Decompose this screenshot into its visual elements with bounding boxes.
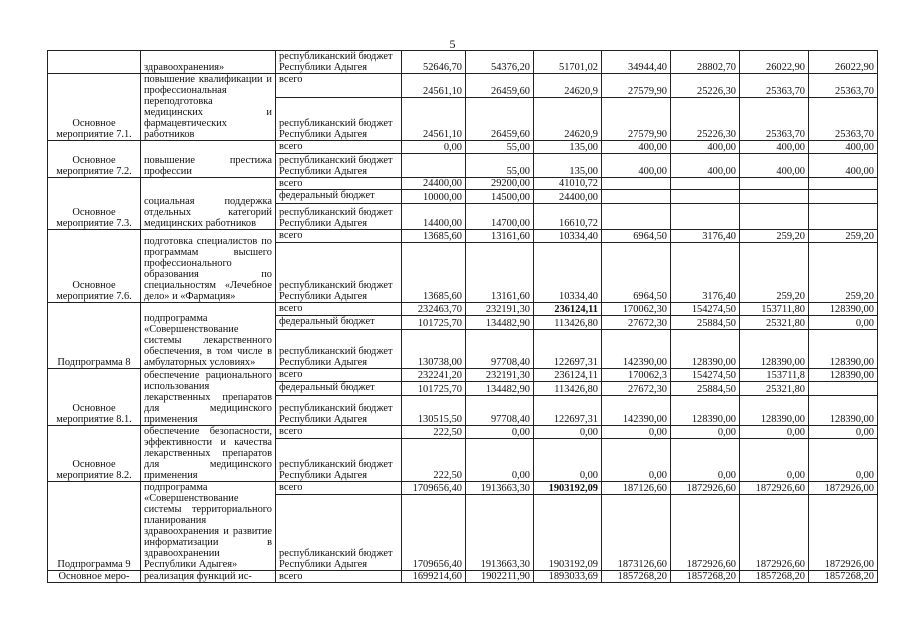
amount-cell: 400,00: [671, 141, 740, 154]
amount-cell: [602, 178, 671, 190]
amount-cell: [671, 190, 740, 204]
amount-cell: 113426,80: [534, 382, 602, 396]
amount-cell: 236124,11: [534, 369, 602, 382]
funding-source: республиканский бюджет Республики Адыгея: [276, 51, 402, 74]
amount-cell: 122697,31: [534, 396, 602, 426]
funding-source: республиканский бюджет Республики Адыгея: [276, 495, 402, 571]
amount-cell: 27579,90: [602, 74, 671, 98]
amount-cell: 400,00: [809, 154, 878, 178]
amount-cell: 27579,90: [602, 97, 671, 140]
amount-cell: 0,00: [534, 439, 602, 482]
amount-cell: 24561,10: [402, 74, 466, 98]
amount-cell: 128390,00: [809, 396, 878, 426]
amount-cell: 24561,10: [402, 97, 466, 140]
amount-cell: 34944,40: [602, 51, 671, 74]
amount-cell: 187126,60: [602, 482, 671, 495]
amount-cell: 27672,30: [602, 316, 671, 330]
amount-cell: 97708,40: [466, 396, 534, 426]
amount-cell: 1872926,60: [671, 482, 740, 495]
amount-cell: 16610,72: [534, 204, 602, 230]
table-row: [48, 141, 878, 154]
amount-cell: 259,20: [740, 243, 809, 303]
amount-cell: 232191,30: [466, 369, 534, 382]
amount-cell: 25363,70: [809, 74, 878, 98]
amount-cell: 0,00: [809, 426, 878, 439]
amount-cell: 400,00: [671, 154, 740, 178]
amount-cell: 1903192,09: [534, 495, 602, 571]
amount-cell: 153711,80: [740, 303, 809, 316]
program-name: Основное мероприятие 7.3.: [48, 178, 141, 230]
amount-cell: 10334,40: [534, 230, 602, 243]
funding-source: всего: [276, 369, 402, 382]
amount-cell: 170062,30: [602, 303, 671, 316]
amount-cell: 0,00: [602, 426, 671, 439]
amount-cell: 13685,60: [402, 230, 466, 243]
amount-cell: 154274,50: [671, 369, 740, 382]
amount-cell: 26022,90: [809, 51, 878, 74]
amount-cell: 0,00: [809, 316, 878, 330]
funding-source: республиканский бюджет Республики Адыгея: [276, 396, 402, 426]
amount-cell: 97708,40: [466, 330, 534, 369]
amount-cell: 13161,60: [466, 230, 534, 243]
amount-cell: 25363,70: [740, 74, 809, 98]
program-description: подпрограмма «Совершенствование системы территориального планирования здравоохранения и развитие информатизации в здравоохранении Республики Адыгея»: [141, 482, 276, 571]
amount-cell: 0,00: [534, 426, 602, 439]
amount-cell: 1903192,09: [534, 482, 602, 495]
amount-cell: [740, 190, 809, 204]
amount-cell: [671, 178, 740, 190]
funding-source: республиканский бюджет Республики Адыгея: [276, 243, 402, 303]
amount-cell: 1873126,60: [602, 495, 671, 571]
table-row: [48, 369, 878, 382]
amount-cell: 134482,90: [466, 316, 534, 330]
amount-cell: 1913663,30: [466, 495, 534, 571]
amount-cell: 24400,00: [534, 190, 602, 204]
amount-cell: 259,20: [740, 230, 809, 243]
amount-cell: 25226,30: [671, 97, 740, 140]
amount-cell: [809, 382, 878, 396]
amount-cell: [740, 178, 809, 190]
amount-cell: [740, 204, 809, 230]
amount-cell: 25884,50: [671, 382, 740, 396]
amount-cell: 0,00: [809, 439, 878, 482]
amount-cell: 14500,00: [466, 190, 534, 204]
program-description: подпрограмма «Совершенствование системы лекарственного обеспечения, в том числе в амбулаторных условиях»: [141, 303, 276, 369]
amount-cell: [602, 190, 671, 204]
amount-cell: 259,20: [809, 230, 878, 243]
table-body: [48, 51, 878, 583]
program-name: Основное мероприятие 8.2.: [48, 426, 141, 482]
amount-cell: 1872926,00: [809, 482, 878, 495]
amount-cell: 1709656,40: [402, 482, 466, 495]
program-name: [48, 51, 141, 74]
funding-source: республиканский бюджет Республики Адыгея: [276, 97, 402, 140]
amount-cell: 222,50: [402, 426, 466, 439]
amount-cell: 0,00: [466, 439, 534, 482]
amount-cell: 134482,90: [466, 382, 534, 396]
amount-cell: 1872926,60: [740, 495, 809, 571]
table-row: [48, 178, 878, 190]
funding-source: федеральный бюджет: [276, 316, 402, 330]
amount-cell: 259,20: [809, 243, 878, 303]
amount-cell: 142390,00: [602, 396, 671, 426]
program-description: реализация функций ис-: [141, 571, 276, 583]
table-row: [48, 51, 878, 74]
amount-cell: [809, 204, 878, 230]
program-name: Основное мероприятие 7.2.: [48, 141, 141, 178]
amount-cell: 101725,70: [402, 316, 466, 330]
amount-cell: 0,00: [740, 439, 809, 482]
program-description: повышение престижа профессии: [141, 141, 276, 178]
program-name: Подпрограмма 8: [48, 303, 141, 369]
amount-cell: 24620,9: [534, 97, 602, 140]
amount-cell: 0,00: [466, 426, 534, 439]
amount-cell: [671, 204, 740, 230]
program-name: Подпрограмма 9: [48, 482, 141, 571]
program-name: Основное меро-: [48, 571, 141, 583]
amount-cell: 170062,3: [602, 369, 671, 382]
amount-cell: 27672,30: [602, 382, 671, 396]
table-row: [48, 482, 878, 495]
funding-source: всего: [276, 178, 402, 190]
amount-cell: [809, 190, 878, 204]
amount-cell: 26459,60: [466, 97, 534, 140]
amount-cell: 0,00: [740, 426, 809, 439]
amount-cell: 24620,9: [534, 74, 602, 98]
amount-cell: 0,00: [671, 439, 740, 482]
amount-cell: 130515,50: [402, 396, 466, 426]
amount-cell: 25363,70: [809, 97, 878, 140]
table-row: [48, 571, 878, 583]
amount-cell: 1857268,20: [809, 571, 878, 583]
amount-cell: 14700,00: [466, 204, 534, 230]
amount-cell: 400,00: [809, 141, 878, 154]
amount-cell: 25363,70: [740, 97, 809, 140]
amount-cell: 1699214,60: [402, 571, 466, 583]
table-row: [48, 303, 878, 316]
funding-source: всего: [276, 571, 402, 583]
amount-cell: 142390,00: [602, 330, 671, 369]
amount-cell: 10000,00: [402, 190, 466, 204]
amount-cell: 113426,80: [534, 316, 602, 330]
amount-cell: 236124,11: [534, 303, 602, 316]
amount-cell: 25884,50: [671, 316, 740, 330]
funding-source: всего: [276, 141, 402, 154]
amount-cell: 128390,00: [809, 330, 878, 369]
program-name: Основное мероприятие 7.1.: [48, 74, 141, 141]
amount-cell: 1902211,90: [466, 571, 534, 583]
amount-cell: 154274,50: [671, 303, 740, 316]
amount-cell: 55,00: [466, 154, 534, 178]
amount-cell: 128390,00: [740, 396, 809, 426]
table-row: [48, 426, 878, 439]
amount-cell: 29200,00: [466, 178, 534, 190]
funding-source: федеральный бюджет: [276, 382, 402, 396]
amount-cell: 1872926,60: [671, 495, 740, 571]
program-description: подготовка специалистов по программам высшего профессионального образования по специальностям «Лечебное дело» и «Фармация»: [141, 230, 276, 303]
funding-source: республиканский бюджет Республики Адыгея: [276, 330, 402, 369]
amount-cell: 25321,80: [740, 382, 809, 396]
amount-cell: 52646,70: [402, 51, 466, 74]
amount-cell: 24400,00: [402, 178, 466, 190]
program-name: Основное мероприятие 7.6.: [48, 230, 141, 303]
amount-cell: 153711,8: [740, 369, 809, 382]
amount-cell: [809, 178, 878, 190]
amount-cell: 0,00: [602, 439, 671, 482]
amount-cell: 1872926,00: [809, 495, 878, 571]
amount-cell: 101725,70: [402, 382, 466, 396]
amount-cell: 3176,40: [671, 243, 740, 303]
amount-cell: 1857268,20: [671, 571, 740, 583]
amount-cell: 1913663,30: [466, 482, 534, 495]
amount-cell: 128390,00: [671, 330, 740, 369]
amount-cell: 128390,00: [671, 396, 740, 426]
amount-cell: [602, 204, 671, 230]
program-description: обеспечение рационального использования лекарственных препаратов для медицинского применения: [141, 369, 276, 426]
table-row: [48, 74, 878, 98]
amount-cell: 232241,20: [402, 369, 466, 382]
funding-source: всего: [276, 230, 402, 243]
amount-cell: 400,00: [602, 154, 671, 178]
amount-cell: 1709656,40: [402, 495, 466, 571]
program-description: здравоохранения»: [141, 51, 276, 74]
program-description: повышение квалификации и профессиональная переподготовка медицинских и фармацевтических работников: [141, 74, 276, 141]
amount-cell: 232463,70: [402, 303, 466, 316]
amount-cell: 26022,90: [740, 51, 809, 74]
amount-cell: 232191,30: [466, 303, 534, 316]
amount-cell: 1893033,69: [534, 571, 602, 583]
funding-source: всего: [276, 426, 402, 439]
amount-cell: 130738,00: [402, 330, 466, 369]
program-description: социальная поддержка отдельных категорий медицинских работников: [141, 178, 276, 230]
funding-source: всего: [276, 303, 402, 316]
funding-source: федеральный бюджет: [276, 190, 402, 204]
amount-cell: 14400,00: [402, 204, 466, 230]
amount-cell: 1857268,20: [602, 571, 671, 583]
amount-cell: 13685,60: [402, 243, 466, 303]
amount-cell: 0,00: [671, 426, 740, 439]
amount-cell: 1872926,60: [740, 482, 809, 495]
amount-cell: 0,00: [402, 141, 466, 154]
amount-cell: 25321,80: [740, 316, 809, 330]
amount-cell: 10334,40: [534, 243, 602, 303]
funding-source: республиканский бюджет Республики Адыгея: [276, 154, 402, 178]
program-description: обеспечение безопасности, эффективности и качества лекарственных препаратов для медицинского применения: [141, 426, 276, 482]
amount-cell: 54376,20: [466, 51, 534, 74]
amount-cell: 122697,31: [534, 330, 602, 369]
program-name: Основное мероприятие 8.1.: [48, 369, 141, 426]
funding-source: всего: [276, 482, 402, 495]
funding-source: республиканский бюджет Республики Адыгея: [276, 439, 402, 482]
amount-cell: 128390,00: [809, 303, 878, 316]
budget-table: [47, 50, 878, 583]
amount-cell: 222,50: [402, 439, 466, 482]
amount-cell: 55,00: [466, 141, 534, 154]
page-number: 5: [449, 37, 456, 51]
amount-cell: 128390,00: [740, 330, 809, 369]
amount-cell: 25226,30: [671, 74, 740, 98]
amount-cell: [402, 154, 466, 178]
amount-cell: 128390,00: [809, 369, 878, 382]
amount-cell: 6964,50: [602, 230, 671, 243]
amount-cell: 41010,72: [534, 178, 602, 190]
amount-cell: 135,00: [534, 141, 602, 154]
amount-cell: 1857268,20: [740, 571, 809, 583]
funding-source: всего: [276, 74, 402, 98]
amount-cell: 3176,40: [671, 230, 740, 243]
amount-cell: 51701,02: [534, 51, 602, 74]
funding-source: республиканский бюджет Республики Адыгея: [276, 204, 402, 230]
amount-cell: 400,00: [740, 141, 809, 154]
amount-cell: 400,00: [740, 154, 809, 178]
amount-cell: 6964,50: [602, 243, 671, 303]
amount-cell: 13161,60: [466, 243, 534, 303]
amount-cell: 400,00: [602, 141, 671, 154]
amount-cell: 28802,70: [671, 51, 740, 74]
table-row: [48, 230, 878, 243]
amount-cell: 135,00: [534, 154, 602, 178]
amount-cell: 26459,60: [466, 74, 534, 98]
